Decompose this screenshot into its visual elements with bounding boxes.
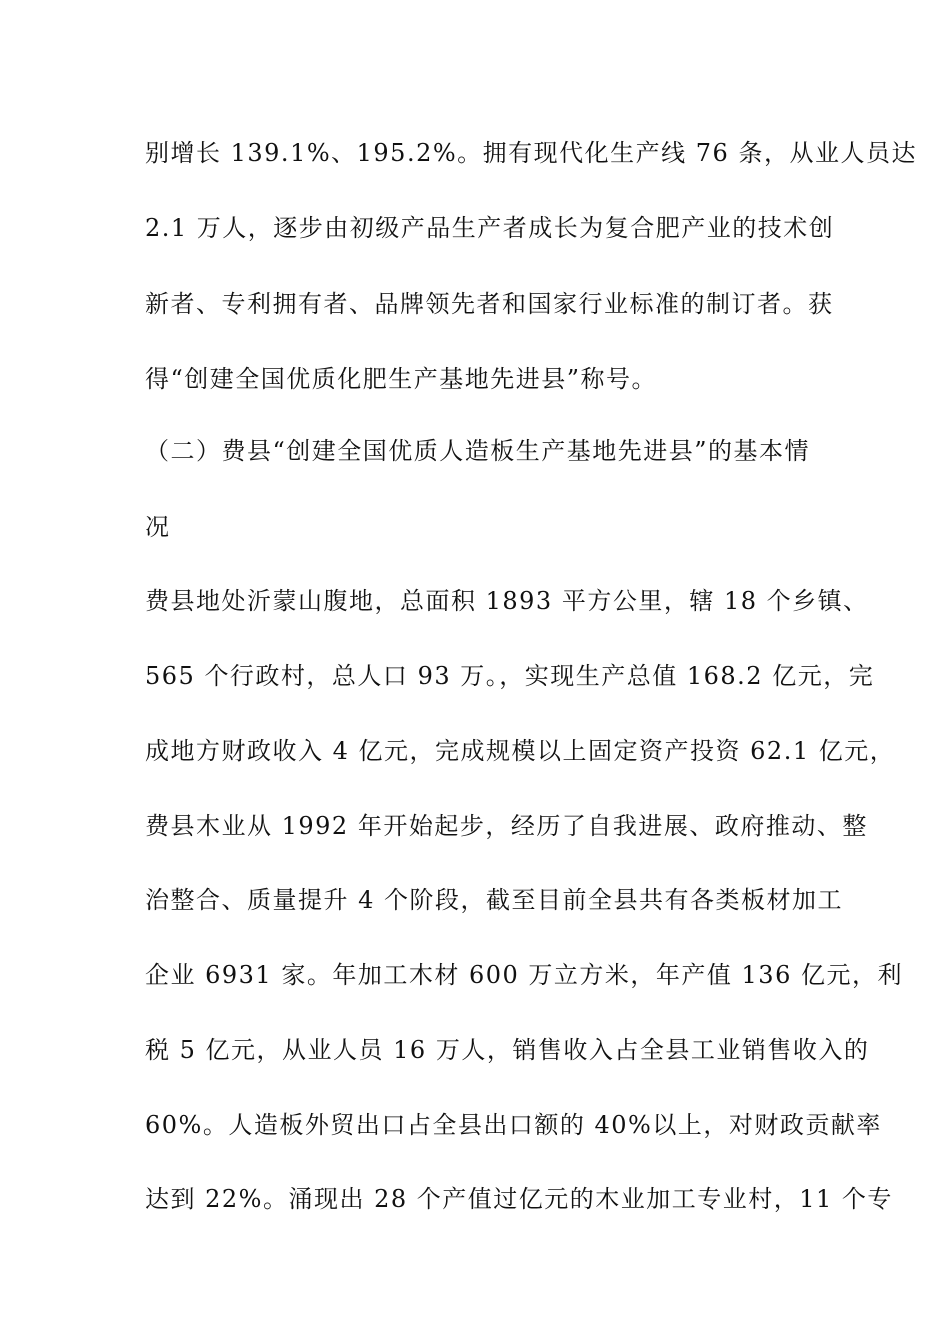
text-line: 税 5 亿元，从业人员 16 万人，销售收入占全县工业销售收入的 [145,1036,870,1064]
text-line: 达到 22%。涌现出 28 个产值过亿元的木业加工专业村，11 个专 [145,1185,893,1213]
text-line: 得“创建全国优质化肥生产基地先进县”称号。 [145,365,658,393]
text-line: 新者、专利拥有者、品牌领先者和国家行业标准的制订者。获 [145,290,834,318]
text-line: 2.1 万人，逐步由初级产品生产者成长为复合肥产业的技术创 [145,214,835,242]
section-heading-continued: 况 [145,513,171,541]
text-line: 费县木业从 1992 年开始起步，经历了自我进展、政府推动、整 [145,812,868,840]
text-line: 565 个行政村，总人口 93 万。，实现生产总值 168.2 亿元，完 [145,662,875,690]
text-line: 60%。人造板外贸出口占全县出口额的 40%以上，对财政贡献率 [145,1111,882,1139]
text-line: 治整合、质量提升 4 个阶段，截至目前全县共有各类板材加工 [145,886,844,914]
section-heading: （二）费县“创建全国优质人造板生产基地先进县”的基本情 [145,437,811,465]
text-line: 别增长 139.1%、195.2%。拥有现代化生产线 76 条，从业人员达 [145,139,917,167]
text-line: 费县地处沂蒙山腹地，总面积 1893 平方公里，辖 18 个乡镇、 [145,587,869,615]
text-line: 成地方财政收入 4 亿元，完成规模以上固定资产投资 62.1 亿元， [145,737,896,765]
text-line: 企业 6931 家。年加工木材 600 万立方米，年产值 136 亿元，利 [145,961,903,989]
